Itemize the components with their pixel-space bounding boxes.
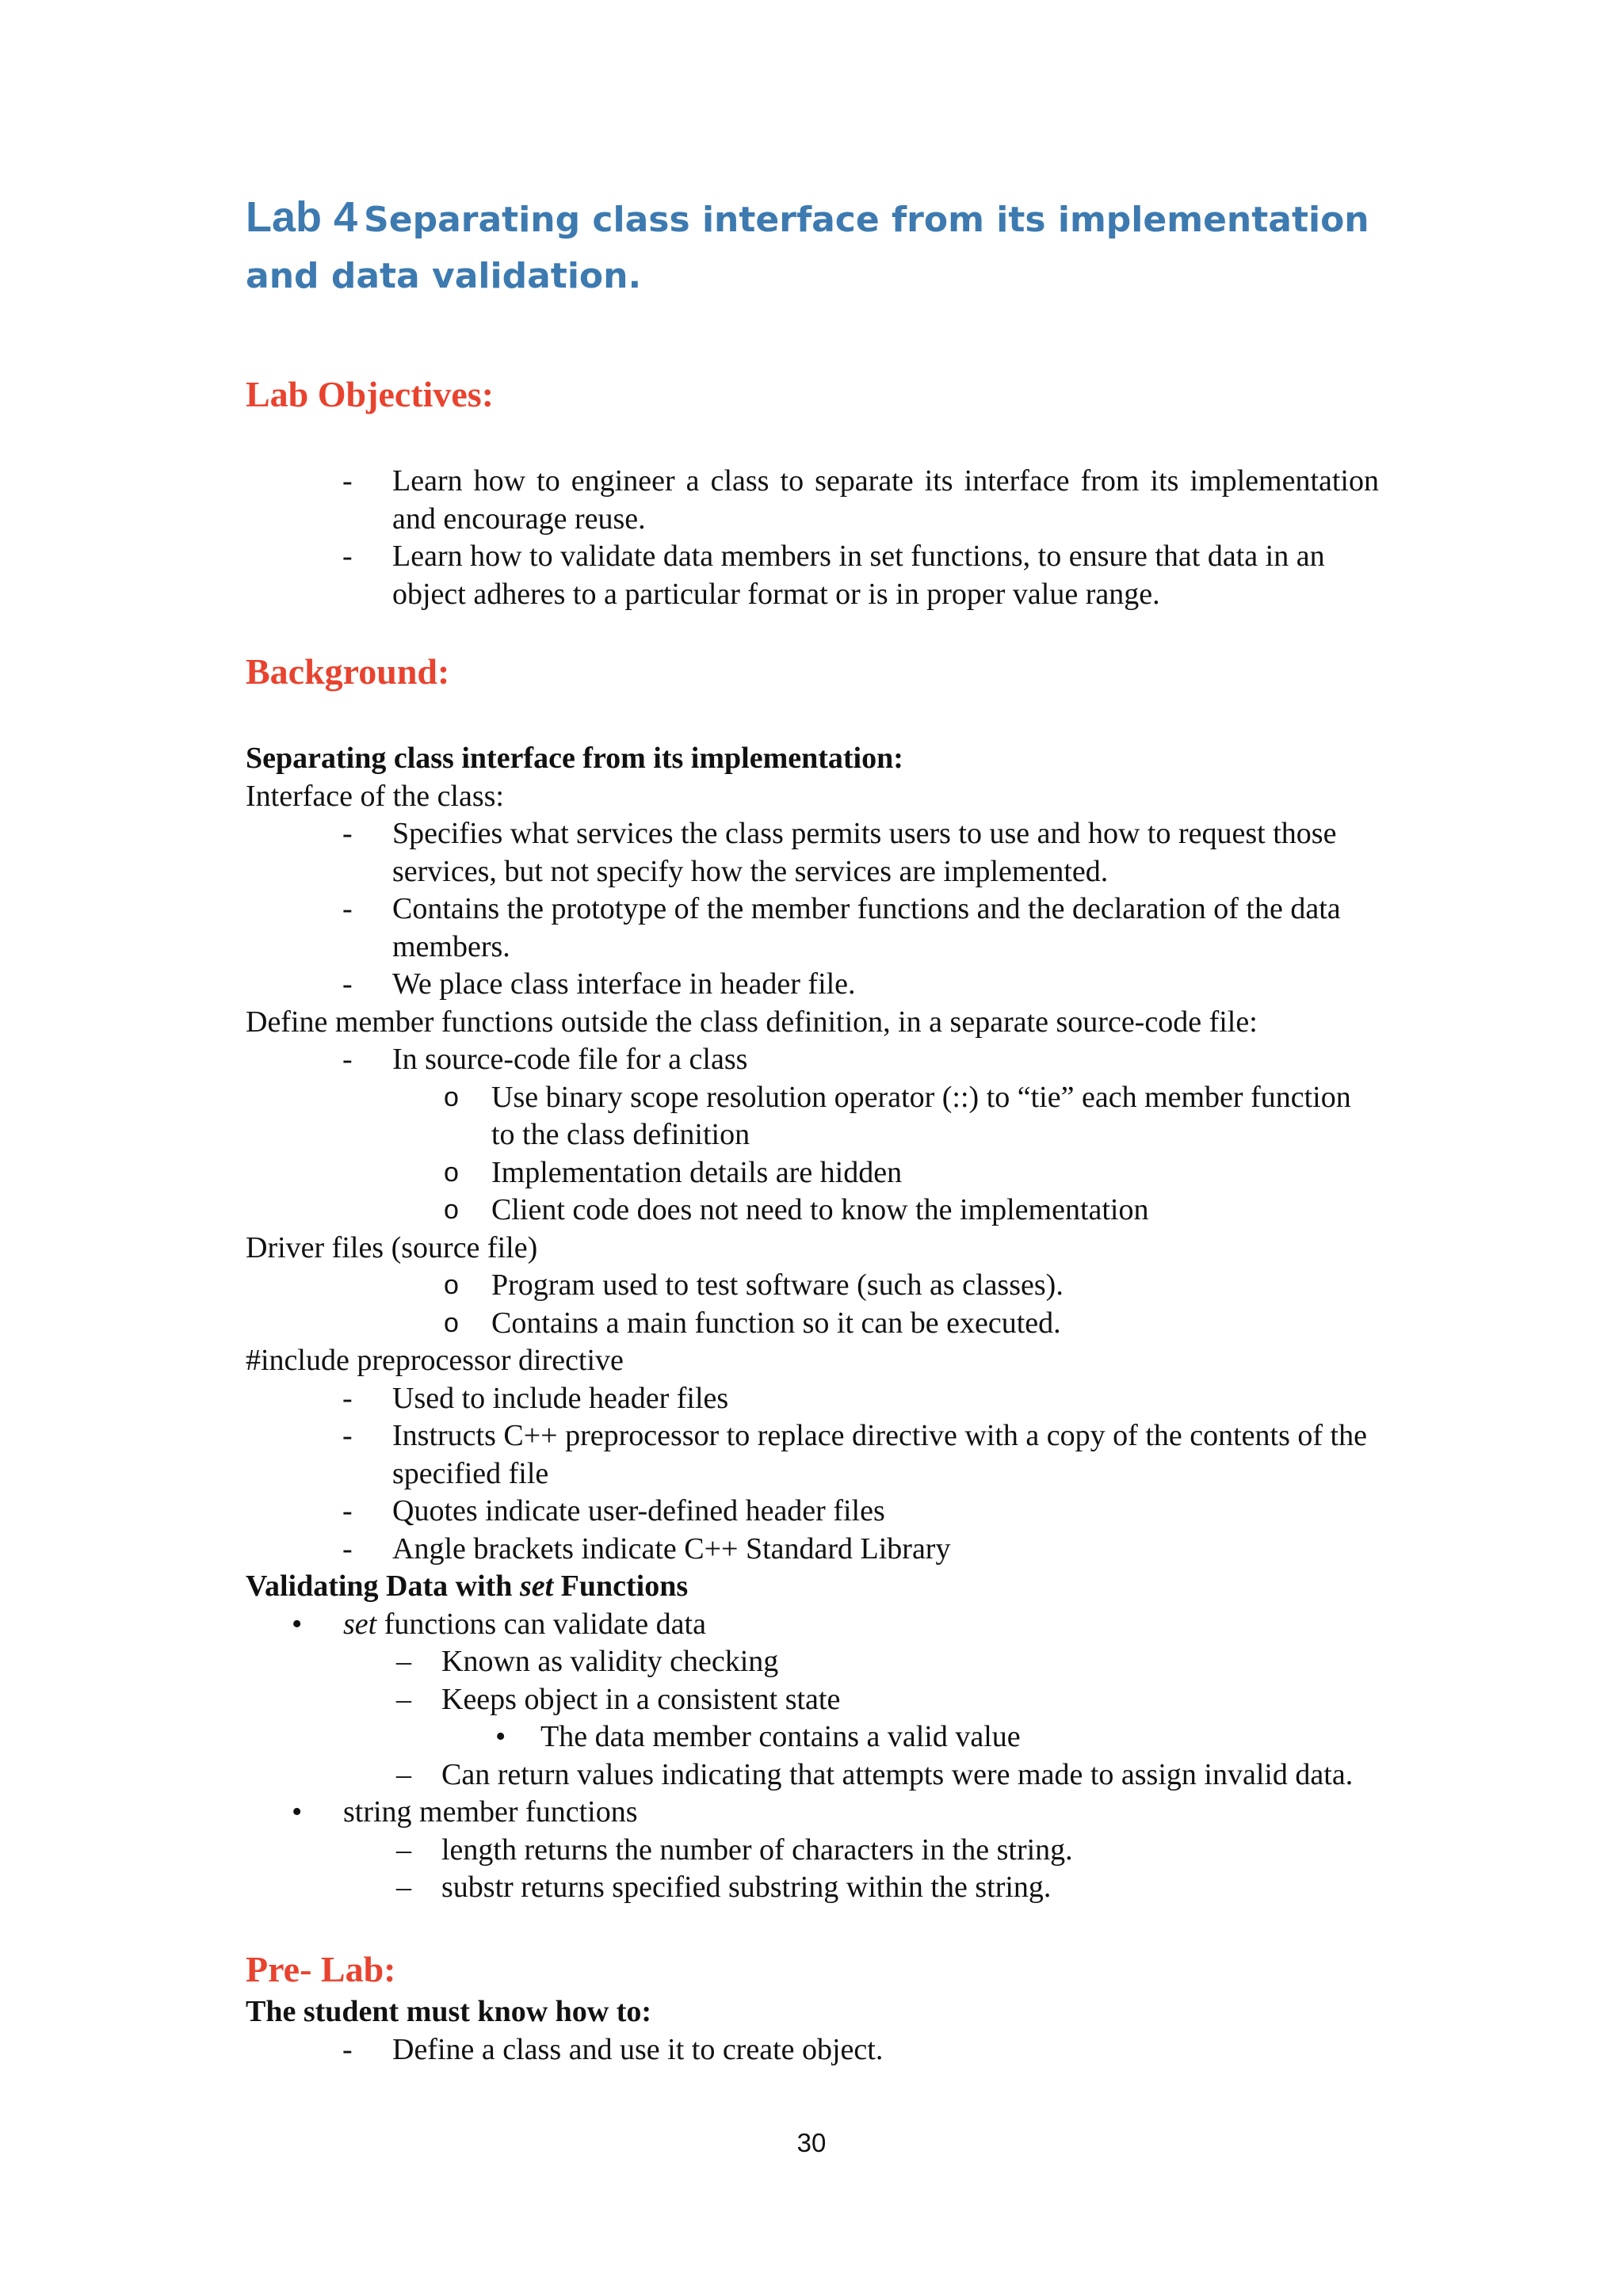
page-number: 30 (796, 2128, 827, 2157)
circle-marker: o (444, 1157, 459, 1188)
string-item: – substr returns specified substring within the string. (246, 1869, 1379, 1907)
bullet-marker: • (292, 1607, 303, 1641)
prelab-item: - Define a class and use it to create object. (246, 2031, 1379, 2069)
include-item: - Quotes indicate user-defined header files (246, 1493, 1379, 1531)
dash-marker: - (342, 817, 353, 850)
dash-marker: - (342, 2032, 353, 2066)
driver-label: Driver files (source file) (246, 1230, 538, 1264)
dash-marker: - (342, 1419, 353, 1452)
define-subitem: o Use binary scope resolution operator (::) to “tie” each member function to the class definition (444, 1080, 1351, 1151)
set-item: – Keeps object in a consistent state (246, 1681, 1379, 1719)
lab-title (246, 190, 1387, 306)
interface-item: - We place class interface in header file. (246, 966, 1379, 1004)
interface-label: Interface of the class: (246, 779, 504, 813)
interface-item: - Contains the prototype of the member functions and the declaration of the data members. (342, 892, 1341, 963)
string-bullet: • string member functions (246, 1794, 1379, 1832)
include-item: - Instructs C++ preprocessor to replace directive with a copy of the contents of the specified file (342, 1419, 1367, 1490)
include-label: #include preprocessor directive (246, 1344, 624, 1377)
bullet-marker: • (495, 1720, 506, 1753)
include-item: - Used to include header files (246, 1380, 1379, 1418)
circle-marker: o (444, 1195, 459, 1225)
dash-marker: - (342, 967, 353, 1001)
circle-marker: o (444, 1270, 459, 1300)
endash-marker: – (396, 1645, 411, 1678)
define-label: Define member functions outside the class definition, in a separate source-code file: (246, 1005, 1258, 1039)
objectives-list (246, 463, 1379, 613)
dash-marker: - (342, 892, 353, 925)
dash-marker: - (342, 540, 353, 573)
set-bullet: • set functions can validate data (246, 1606, 1379, 1644)
circle-marker: o (444, 1081, 459, 1112)
dash-marker: - (342, 1494, 353, 1527)
prelab-subheading: The student must know how to: (246, 1995, 652, 2028)
endash-marker: – (396, 1682, 411, 1716)
objective-item: - Learn how to engineer a class to separate its interface from its implementation and encourage reuse. (342, 464, 1379, 536)
background-heading: Background: (246, 651, 450, 692)
set-item: – Can return values indicating that attempts were made to assign invalid data. (246, 1756, 1379, 1794)
validating-heading: Validating Data with set Functions (246, 1569, 689, 1603)
lab-title-text: Separating class interface from its implementation and data validation. (246, 200, 1369, 296)
prelab-heading: Pre- Lab: (246, 1949, 396, 1989)
endash-marker: – (396, 1871, 411, 1904)
prelab-section (246, 1993, 1379, 2069)
dash-marker: - (342, 1381, 353, 1415)
circle-marker: o (444, 1307, 459, 1338)
endash-marker: – (396, 1833, 411, 1867)
lab-number: Lab 4 (246, 193, 358, 241)
define-subitem: o Client code does not need to know the implementation (246, 1192, 1379, 1230)
set-item: – Known as validity checking (246, 1643, 1379, 1681)
include-item: - Angle brackets indicate C++ Standard Library (246, 1531, 1379, 1569)
set-subitem: • The data member contains a valid value (246, 1718, 1379, 1756)
background-section (246, 740, 1379, 1907)
interface-item: - Specifies what services the class permits users to use and how to request those services, but not specify how the services are implemented. (342, 817, 1337, 888)
bullet-marker: • (292, 1795, 303, 1829)
driver-item: o Program used to test software (such as classes). (246, 1267, 1379, 1305)
define-item: - In source-code file for a class (246, 1041, 1379, 1079)
dash-marker: - (342, 1531, 353, 1566)
objective-item: - Learn how to validate data members in set functions, to ensure that data in an object adheres to a particular format or is in proper value range. (342, 540, 1325, 611)
dash-marker: - (342, 1043, 353, 1076)
separating-heading: Separating class interface from its implementation: (246, 742, 903, 775)
driver-item: o Contains a main function so it can be executed. (246, 1305, 1379, 1343)
string-item: – length returns the number of characters in the string. (246, 1832, 1379, 1870)
dash-marker: - (342, 464, 353, 498)
define-subitem: o Implementation details are hidden (246, 1154, 1379, 1192)
endash-marker: – (396, 1757, 411, 1791)
objectives-heading: Lab Objectives: (246, 374, 495, 414)
